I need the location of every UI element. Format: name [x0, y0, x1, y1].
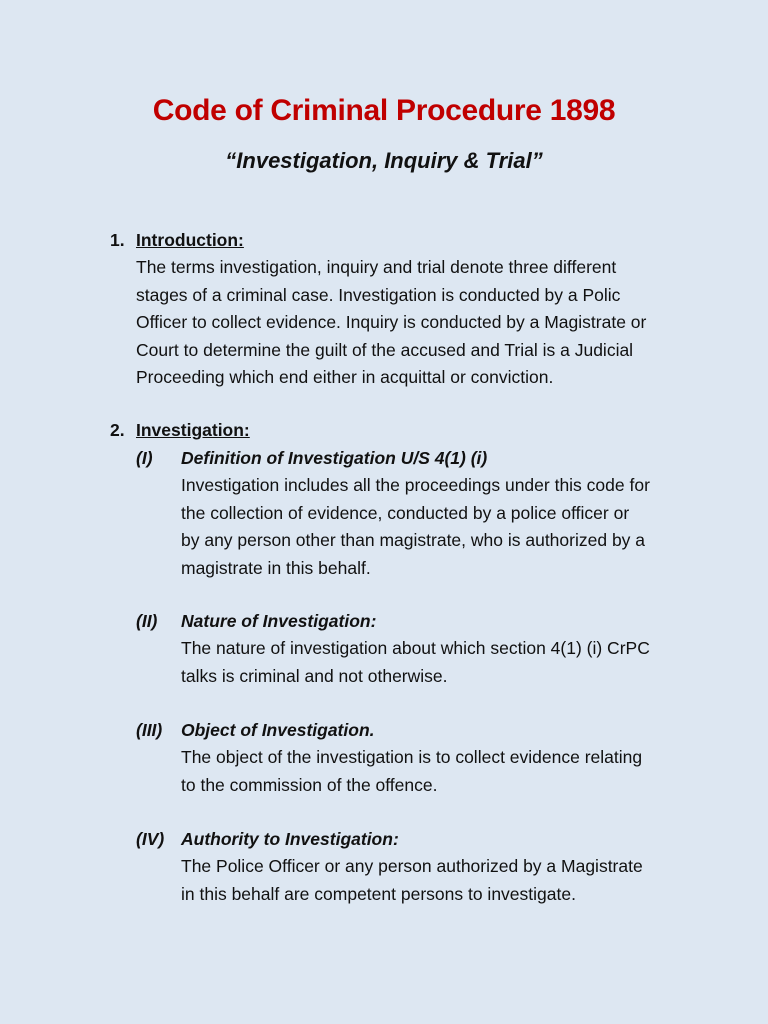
body-line: to the commission of the offence. — [181, 774, 438, 795]
body-line: The nature of investigation about which section 4(1) (i) CrPC — [181, 638, 650, 659]
document-title: Code of Criminal Procedure 1898 — [152, 94, 616, 127]
subsection-heading — [136, 445, 696, 472]
document-subtitle: “Investigation, Inquiry & Trial” — [225, 148, 543, 173]
body-line: Investigation includes all the proceedings under this code for — [181, 475, 650, 496]
section-investigation — [110, 417, 710, 444]
section-heading — [110, 227, 710, 254]
subsection-number: (IV) — [136, 829, 165, 849]
subsection-definition — [136, 445, 696, 582]
subsection-title: Nature of Investigation: — [181, 611, 377, 631]
section-title: Introduction: — [136, 230, 244, 250]
body-line: talks is criminal and not otherwise. — [181, 665, 448, 686]
subsection-title: Definition of Investigation U/S 4(1) (i) — [181, 448, 488, 468]
section-number: 2. — [110, 420, 125, 440]
body-line: Officer to collect evidence. Inquiry is conducted by a Magistrate or — [136, 312, 647, 333]
body-line: The object of the investigation is to collect evidence relating — [181, 747, 643, 768]
body-line: Court to determine the guilt of the accused and Trial is a Judicial — [136, 339, 634, 360]
section-body — [136, 254, 666, 391]
section-number: 1. — [110, 230, 125, 250]
section-heading — [110, 417, 710, 444]
body-line: The terms investigation, inquiry and trial denote three different — [136, 257, 617, 278]
body-line: The Police Officer or any person authorized by a Magistrate — [181, 856, 643, 877]
subsection-title: Object of Investigation. — [181, 720, 375, 740]
subsection-number: (III) — [136, 720, 163, 740]
body-line: in this behalf are competent persons to investigate. — [181, 883, 576, 904]
subsection-body — [181, 635, 686, 690]
subsection-heading — [136, 717, 696, 744]
body-line: stages of a criminal case. Investigation is conducted by a Polic — [136, 284, 621, 305]
section-introduction — [110, 227, 710, 391]
subsection-body — [181, 744, 686, 799]
body-line: the collection of evidence, conducted by a police officer or — [181, 502, 630, 523]
subsection-heading — [136, 608, 696, 635]
subsection-nature — [136, 608, 696, 690]
subsection-authority — [136, 826, 696, 908]
subsection-heading — [136, 826, 696, 853]
subsection-title: Authority to Investigation: — [181, 829, 399, 849]
body-line: magistrate in this behalf. — [181, 557, 371, 578]
body-line: Proceeding which end either in acquittal or conviction. — [136, 367, 554, 388]
subsection-object — [136, 717, 696, 799]
subsection-body — [181, 853, 686, 908]
subsection-body — [181, 472, 686, 582]
subsection-number: (I) — [136, 448, 153, 468]
section-title: Investigation: — [136, 420, 250, 440]
subsection-number: (II) — [136, 611, 158, 631]
body-line: by any person other than magistrate, who is authorized by a — [181, 530, 646, 551]
